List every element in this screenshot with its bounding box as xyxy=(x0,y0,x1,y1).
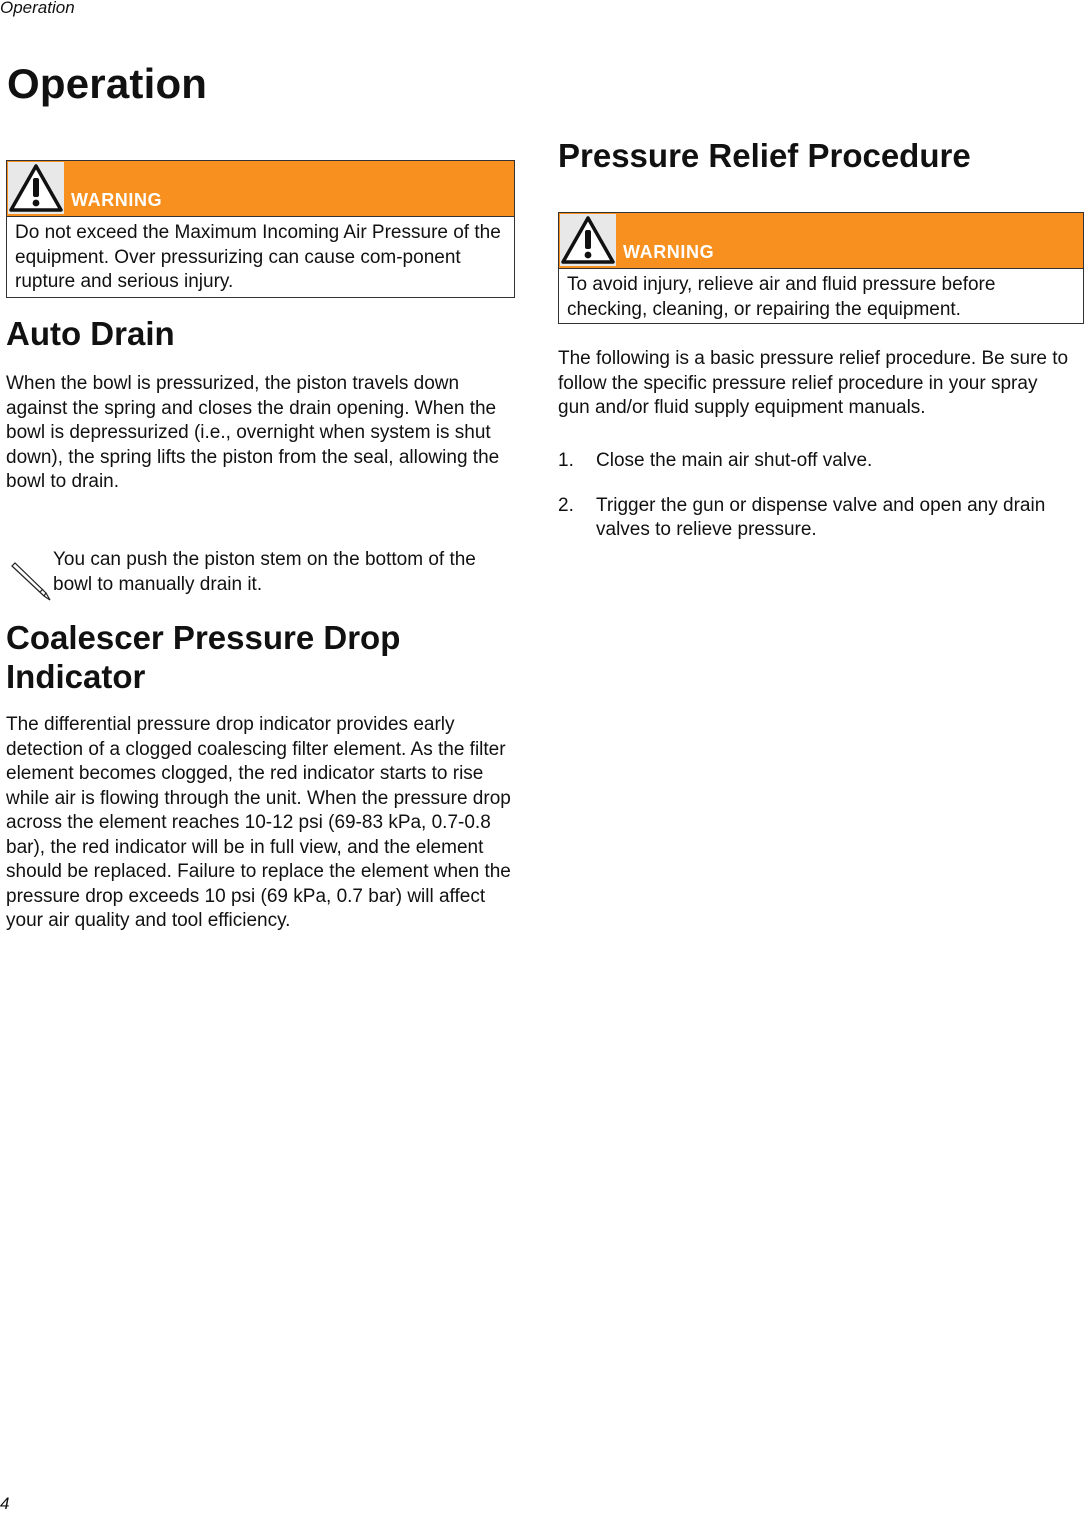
warning-text: Do not exceed the Maximum Incoming Air Pressure of the equipment. Over pressurizing can cause com-ponent rupture and serious injury. xyxy=(15,222,501,292)
step-number: 2. xyxy=(558,494,574,516)
running-header: Operation xyxy=(0,0,75,17)
warning-triangle-icon xyxy=(560,214,616,266)
warning-triangle-icon xyxy=(8,162,64,214)
indicator-paragraph: The differential pressure drop indicator provides early detection of a clogged coalescing filter element. As the filter element becomes clogged, the red indicator starts to rise while air is flowing through the unit. When the pressure drop across the element reaches 10-12 psi (69-83 kPa, 0.7-0.8 bar), the red indicator will be in full view, and the element should be replaced. Failure to replace the element when the pressure drop exceeds 10 psi (69 kPa, 0.7 bar) will affect your air quality and tool efficiency. xyxy=(6,714,511,931)
auto-drain-paragraph: When the bowl is pressurized, the piston travels down against the spring and closes the drain opening. When the bowl is depressurized (i.e., overnight when system is shut down), the spring lifts the piston from the seal, allowing the bowl to drain. xyxy=(6,373,500,492)
step-number: 1. xyxy=(558,450,574,471)
warning-box-air-pressure xyxy=(6,160,515,298)
pressure-relief-heading: Pressure Relief Procedure xyxy=(558,137,971,174)
auto-drain-heading: Auto Drain xyxy=(6,315,175,352)
page-title: Operation xyxy=(7,60,208,107)
list-item xyxy=(558,449,1073,474)
indicator-heading: Coalescer Pressure Drop Indicator xyxy=(6,619,401,695)
list-item xyxy=(558,494,1073,543)
step-text: Close the main air shut-off valve. xyxy=(596,450,873,471)
warning-label: WARNING xyxy=(623,242,715,262)
warning-header xyxy=(7,161,514,217)
page-number: 4 xyxy=(0,1494,10,1513)
warning-box-pressure-relief xyxy=(558,212,1084,324)
pressure-relief-intro: The following is a basic pressure relief procedure. Be sure to follow the specific pressure relief procedure in your spray gun and/or fluid supply equipment manuals. xyxy=(558,348,1069,418)
warning-label: WARNING xyxy=(71,190,163,210)
pressure-relief-steps xyxy=(558,449,1073,563)
note-manual-drain xyxy=(6,548,518,600)
pencil-note-icon xyxy=(6,558,52,602)
warning-header xyxy=(559,213,1083,269)
step-text: Trigger the gun or dispense valve and open any drain valves to relieve pressure. xyxy=(596,494,1046,540)
note-text: You can push the piston stem on the bottom of the bowl to manually drain it. xyxy=(53,549,476,595)
warning-text: To avoid injury, relieve air and fluid pressure before checking, cleaning, or repairing the equipment. xyxy=(567,274,996,320)
